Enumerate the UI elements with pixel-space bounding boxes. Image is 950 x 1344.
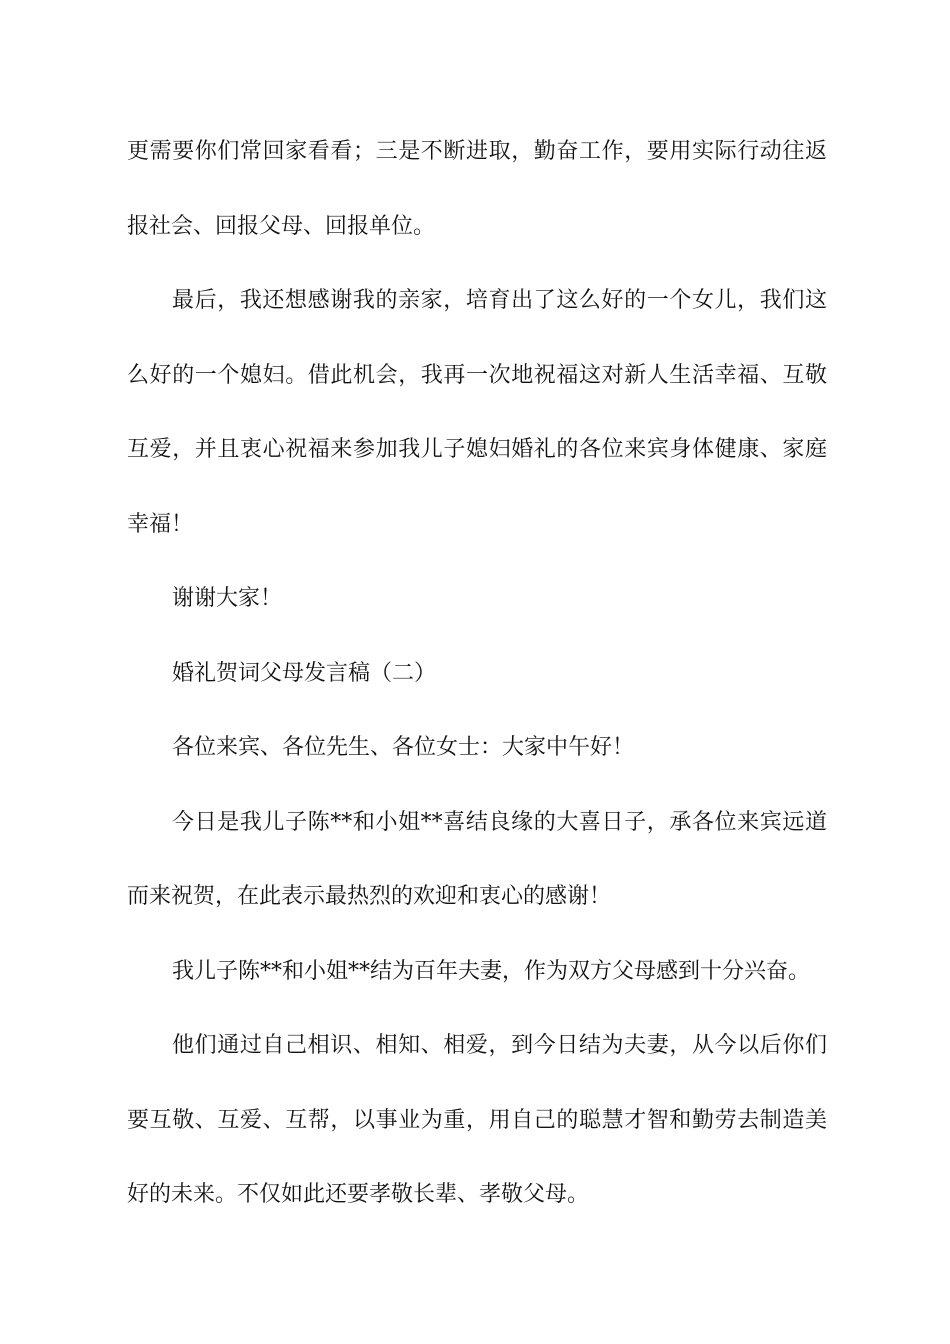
paragraph-greeting: 各位来宾、各位先生、各位女士：大家中午好！ (172, 735, 635, 760)
paragraph-welcome: 今日是我儿子陈**和小姐**喜结良缘的大喜日子，承各位来宾远道而来祝贺，在此表示最热烈的欢迎和衷心的感谢！ (127, 809, 827, 909)
document-body (127, 115, 827, 1233)
section-heading: 婚礼贺词父母发言稿（二） (172, 660, 437, 686)
paragraph-thanks-in-laws: 最后，我还想感谢我的亲家，培育出了这么好的一个女儿，我们这么好的一个媳妇。借此机会，我再一次地祝福这对新人生活幸福、互敬互爱，并且衷心祝福来参加我儿子媳妇婚礼的各位来宾身体健康、家庭幸福！ (127, 288, 827, 537)
paragraph-thank-you: 谢谢大家！ (172, 586, 283, 611)
paragraph-marriage: 我儿子陈**和小姐**结为百年夫妻，作为双方父母感到十分兴奋。 (172, 958, 811, 984)
paragraph-advice: 他们通过自己相识、相知、相爱，到今日结为夫妻，从今以后你们要互敬、互爱、互帮，以事业为重，用自己的聪慧才智和勤劳去制造美好的未来。不仅如此还要孝敬长辈、孝敬父母。 (127, 1033, 827, 1207)
paragraph-continuation: 更需要你们常回家看看；三是不断进取，勤奋工作，要用实际行动往返报社会、回报父母、回报单位。 (127, 139, 827, 239)
